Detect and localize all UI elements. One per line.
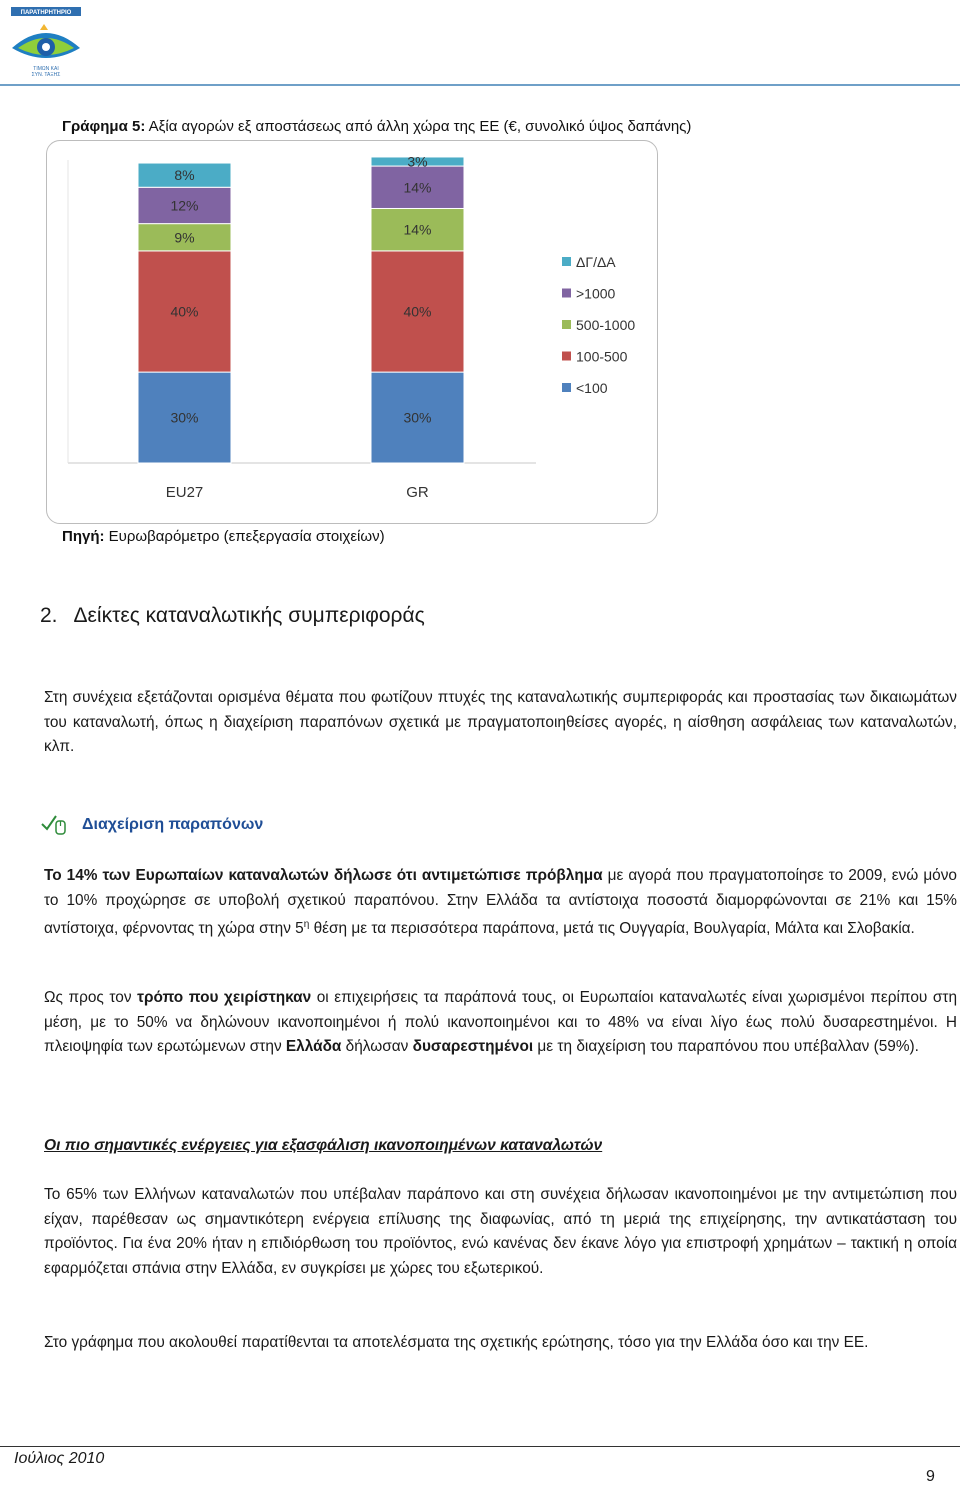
- subsection-title: Διαχείριση παραπόνων: [82, 816, 264, 833]
- logo-text: ΠΑΡΑΤΗΡΗΤΗΡΙΟ: [20, 10, 72, 16]
- legend-label: 100-500: [576, 348, 628, 365]
- p2-bold-3: δυσαρεστημένοι: [412, 1038, 534, 1056]
- data-label: 3%: [407, 153, 428, 170]
- stacked-bar-chart: [46, 140, 658, 524]
- p2-bold-1: τρόπο που χειρίστηκαν: [137, 989, 312, 1006]
- checkmark-hand-icon: [40, 812, 68, 836]
- p1-text-b: θέση με τα περισσότερα παράπονα, μετά τις Ουγγαρία, Βουλγαρία, Μάλτα και Σλοβακία.: [309, 920, 915, 938]
- p2-a: Ως προς τον: [44, 989, 138, 1006]
- organization-logo: [10, 6, 82, 78]
- data-label: 30%: [170, 409, 199, 426]
- paragraph-next-chart: Στο γράφημα που ακολουθεί παρατίθενται τα αποτελέσματα της σχετικής ερώτησης, τόσο για την Ελλάδα όσο και την ΕΕ.: [44, 1334, 869, 1351]
- paragraph-complaints: [44, 864, 957, 942]
- header-rule: [0, 84, 960, 86]
- actions-heading: Οι πιο σημαντικές ενέργειες για εξασφάλιση ικανοποιημένων καταναλωτών: [44, 1137, 603, 1154]
- paragraph-actions: Το 65% των Ελλήνων καταναλωτών που υπέβαλαν παράπονο και στη συνέχεια δήλωσαν ικανοποιημένοι με την αντιμετώπιση που είχαν, παρέθεσαν ως σημαντικότερη ενέργεια επίλυσης της διαφωνίας, από τη μεριά της επιχείρησης, την αντικατάσταση του προϊόντος. Για ένα 20% ήταν η επιδιόρθωση του προϊόντος, ενώ κανένας δεν έκανε λόγο για επιστροφή χρημάτων – τακτική η οποία εφαρμόζεται σπάνια στην Ελλάδα, εν συγκρίσει με χώρες του εξωτερικού.: [44, 1186, 957, 1277]
- logo-line-1: ΤΙΜΩΝ ΚΑΙ: [33, 66, 59, 72]
- source-label: Πηγή:: [62, 528, 105, 545]
- data-label: 12%: [170, 197, 199, 214]
- legend-swatch: [562, 352, 571, 361]
- section-intro: Στη συνέχεια εξετάζονται ορισμένα θέματα που φωτίζουν πτυχές της καταναλωτικής συμπεριφοράς και προστασίας των δικαιωμάτων του καταναλωτή, όπως η διαχείριση παραπόνων σχετικά με πραγματοποιηθείσες αγορές, η αίσθηση ασφάλειας των καταναλωτών, κλπ.: [44, 689, 957, 756]
- section-heading: [40, 604, 425, 628]
- data-label: 40%: [403, 303, 432, 320]
- data-label: 40%: [170, 303, 199, 320]
- data-label: 14%: [403, 221, 432, 238]
- figure-title: [62, 118, 691, 135]
- data-label: 9%: [174, 229, 195, 246]
- section-title: Δείκτες καταναλωτικής συμπεριφοράς: [73, 604, 425, 627]
- source-text: Ευρωβαρόμετρο (επεξεργασία στοιχείων): [104, 528, 385, 545]
- legend-swatch: [562, 320, 571, 329]
- legend-swatch: [562, 257, 571, 266]
- figure-title-text: Αξία αγορών εξ αποστάσεως από άλλη χώρα της ΕΕ (€, συνολικό ύψος δαπάνης): [145, 118, 692, 135]
- legend-label: ΔΓ/ΔΑ: [576, 254, 616, 270]
- data-label: 8%: [174, 167, 195, 184]
- section-number: 2.: [40, 604, 58, 627]
- figure-source: [62, 528, 385, 545]
- data-label: 30%: [403, 409, 432, 426]
- p2-bold-2: Ελλάδα: [285, 1038, 342, 1056]
- data-label: 14%: [403, 179, 432, 196]
- category-label: GR: [406, 484, 429, 501]
- logo-line-2: ΣΥΝ. ΤΑΞΗΣ: [31, 72, 61, 78]
- legend-label: >1000: [576, 285, 616, 302]
- category-label: EU27: [165, 484, 204, 501]
- legend-swatch: [562, 289, 571, 298]
- legend-label: <100: [576, 380, 608, 396]
- p1-sup: η: [303, 919, 310, 931]
- p2-e: με τη διαχείριση του παραπόνου που υπέβαλλαν (59%).: [533, 1038, 919, 1056]
- paragraph-handling: [44, 986, 957, 1060]
- footer-date: Ιούλιος 2010: [14, 1450, 105, 1467]
- page-number: 9: [926, 1468, 935, 1485]
- footer-rule: [0, 1446, 960, 1447]
- p1-bold: Το 14% των Ευρωπαίων καταναλωτών δήλωσε ότι αντιμετώπισε πρόβλημα: [44, 867, 603, 884]
- legend-swatch: [562, 383, 571, 392]
- p2-c: οι επιχειρήσεις τα παράπονά τους, οι Ευρωπαίοι καταναλωτές είναι χωρισμένοι περίπου στη μέση, με το 50% να δηλώνουν ικανοποιημένοι ή πολύ ικανοποιημένοι και το 48% να είναι λίγο έως πολύ δυσαρεστημένοι. Η πλειοψηφία των ερωτώμενων στην: [44, 989, 958, 1056]
- figure-title-label: Γράφημα 5:: [62, 118, 146, 135]
- legend-label: 500-1000: [576, 317, 636, 333]
- p2-d: δήλωσαν: [341, 1038, 413, 1056]
- p1-text-a: με αγορά που πραγματοποίησε το 2009, ενώ μόνο το 10% προχώρησε σε υποβολή σχετικού παραπόνου. Στην Ελλάδα τα αντίστοιχα ποσοστά διαμορφώνονται σε 21% και 15% αντίστοιχα, φέρνοντας τη χώρα στην 5: [44, 867, 957, 938]
